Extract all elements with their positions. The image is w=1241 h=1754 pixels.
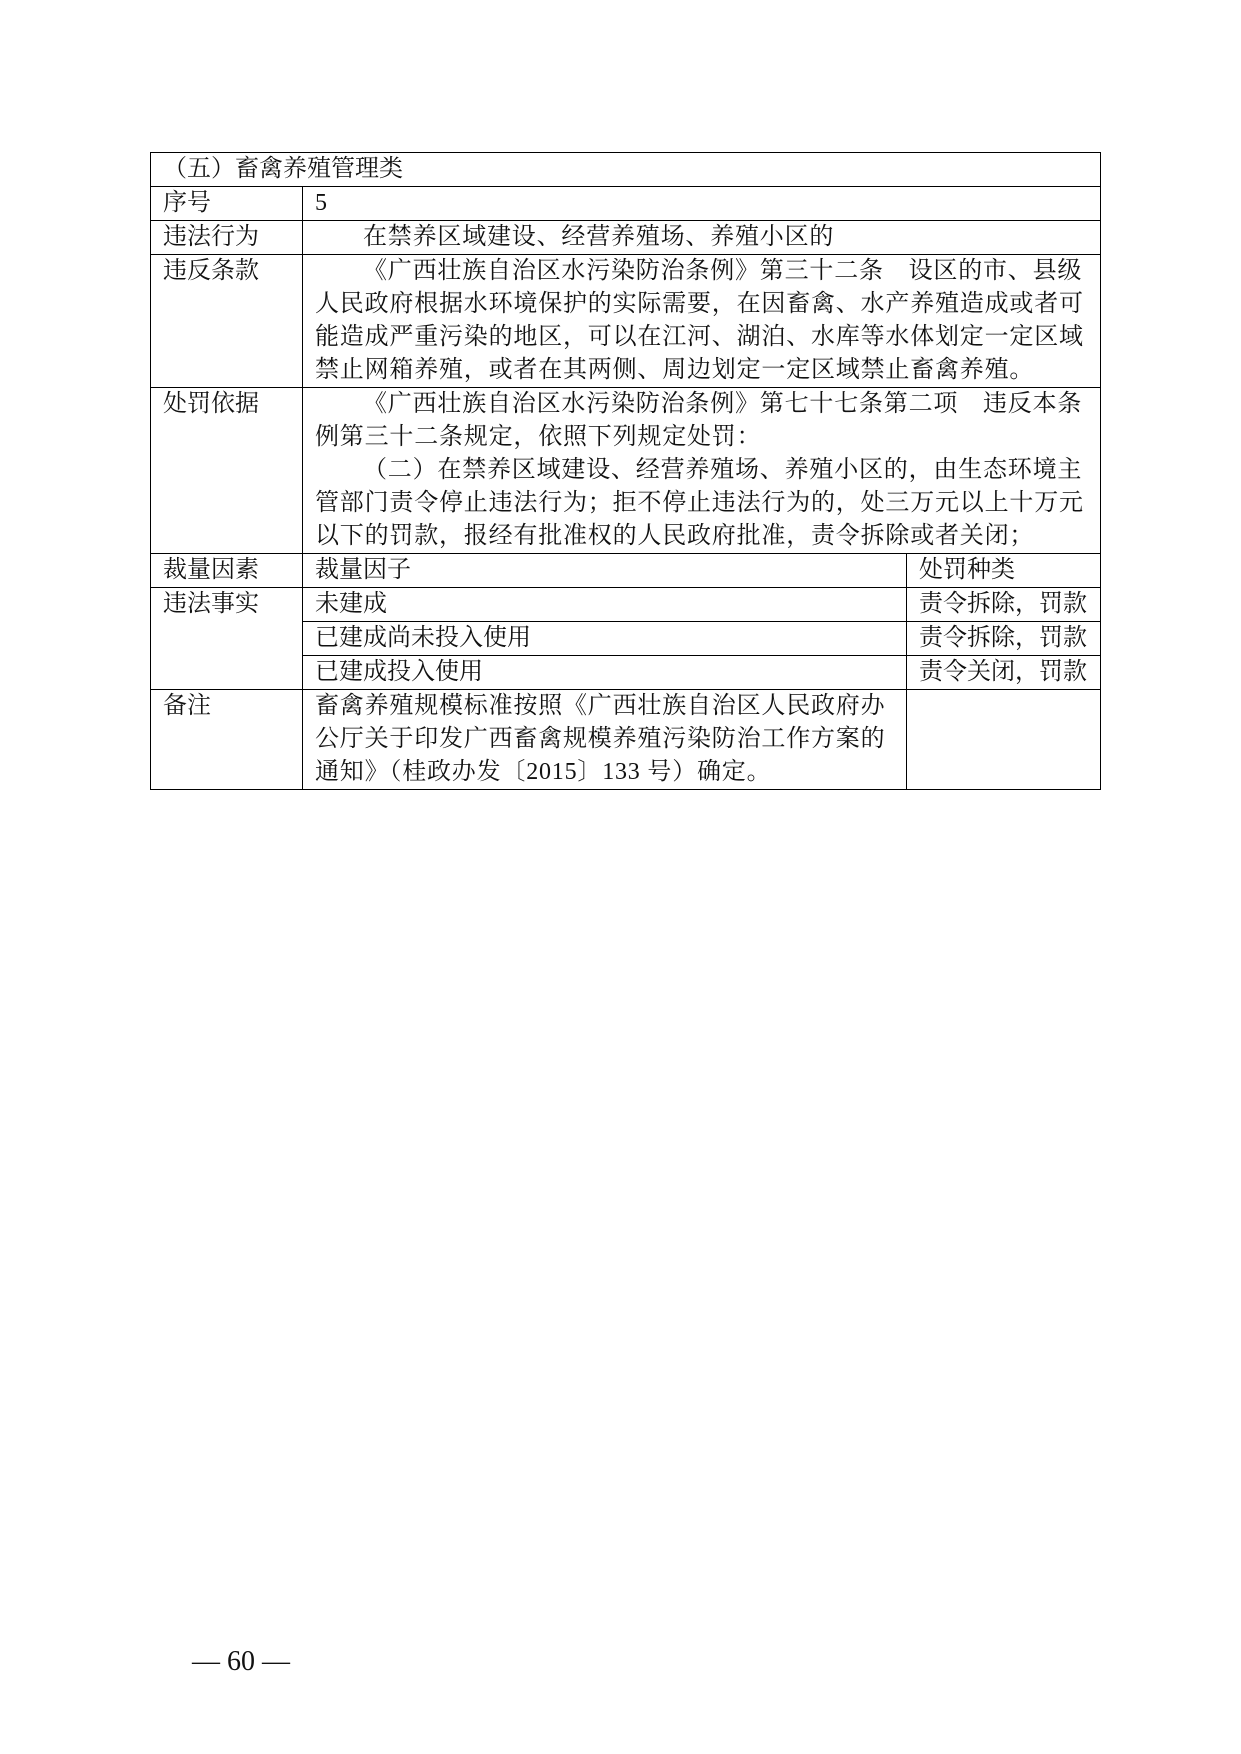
facts-label: 违法事实: [151, 588, 303, 690]
violated-clause-label: 违反条款: [151, 255, 303, 388]
table-row: [151, 255, 1101, 388]
penalty-basis-value: [303, 388, 1101, 554]
fact-factor: 未建成: [303, 588, 907, 622]
violated-clause-value: 《广西壮族自治区水污染防治条例》第三十二条 设区的市、县级人民政府根据水环境保护的实际需要，在因畜禽、水产养殖造成或者可能造成严重污染的地区，可以在江河、湖泊、水库等水体划定一定区域禁止网箱养殖，或者在其两侧、周边划定一定区域禁止畜禽养殖。: [303, 255, 1101, 388]
penalty-basis-paragraph: （二）在禁养区域建设、经营养殖场、养殖小区的，由生态环境主管部门责令停止违法行为；拒不停止违法行为的，处三万元以上十万元以下的罚款，报经有批准权的人民政府批准，责令拆除或者关闭；: [315, 457, 1084, 549]
violation-label: 违法行为: [151, 221, 303, 255]
remarks-label: 备注: [151, 690, 303, 790]
serial-label: 序号: [151, 187, 303, 221]
table-row: [151, 588, 1101, 622]
serial-value: 5: [303, 187, 1101, 221]
table-row: [151, 221, 1101, 255]
page-number: — 60 —: [192, 1646, 290, 1677]
penalty-type-header: 处罚种类: [907, 554, 1101, 588]
table-row: [151, 388, 1101, 554]
penalty-basis-paragraph: 《广西壮族自治区水污染防治条例》第七十七条第二项 违反本条例第三十二条规定，依照下列规定处罚：: [315, 391, 1083, 450]
fact-factor: 已建成投入使用: [303, 656, 907, 690]
remarks-empty-cell: [907, 690, 1101, 790]
penalty-basis-label: 处罚依据: [151, 388, 303, 554]
table-row: [151, 554, 1101, 588]
fact-factor: 已建成尚未投入使用: [303, 622, 907, 656]
table-row: [151, 690, 1101, 790]
table-row: [151, 187, 1101, 221]
fact-penalty: 责令关闭，罚款: [907, 656, 1101, 690]
fact-penalty: 责令拆除，罚款: [907, 622, 1101, 656]
penalty-table: [150, 152, 1101, 790]
remarks-value: 畜禽养殖规模标准按照《广西壮族自治区人民政府办公厅关于印发广西畜禽规模养殖污染防治工作方案的通知》（桂政办发〔2015〕133 号）确定。: [303, 690, 907, 790]
section-title: （五）畜禽养殖管理类: [151, 153, 1101, 187]
fact-penalty: 责令拆除，罚款: [907, 588, 1101, 622]
table-row: [151, 153, 1101, 187]
discretion-label: 裁量因素: [151, 554, 303, 588]
discretion-factor-header: 裁量因子: [303, 554, 907, 588]
violation-value: 在禁养区域建设、经营养殖场、养殖小区的: [303, 221, 1101, 255]
